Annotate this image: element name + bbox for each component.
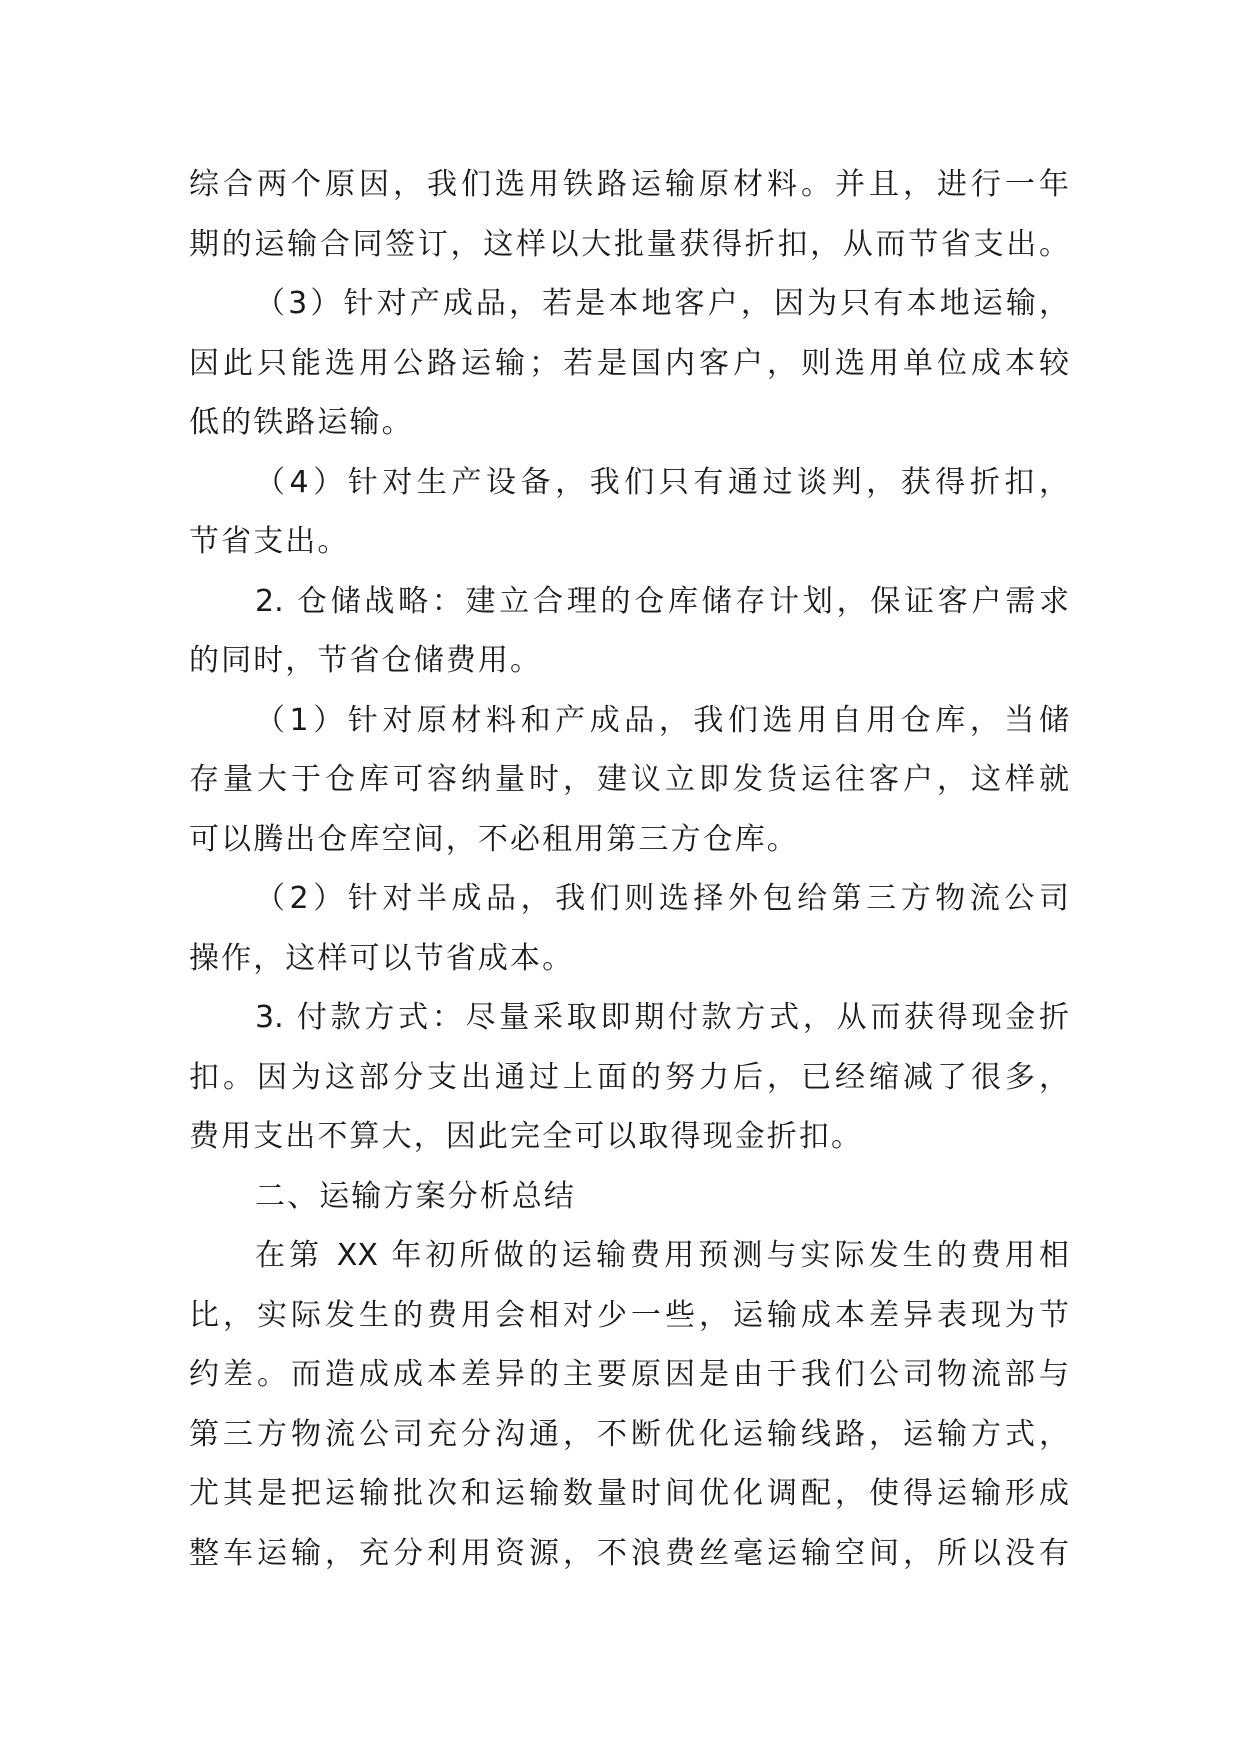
text-line: 期的运输合同签订，这样以大批量获得折扣，从而节省支出。 xyxy=(189,226,1069,262)
text-line: 约差。而造成成本差异的主要原因是由于我们公司物流部与 xyxy=(189,1357,1069,1392)
text-line: 二、运输方案分析总结 xyxy=(255,1178,576,1214)
text-line: 费用支出不算大，因此完全可以取得现金折扣。 xyxy=(189,1119,864,1154)
text-line: 可以腾出仓库空间，不必租用第三方仓库。 xyxy=(189,821,799,857)
text-line: 整车运输，充分利用资源，不浪费丝毫运输空间，所以没有 xyxy=(189,1535,1069,1571)
text-line: 3. 付款方式：尽量采取即期付款方式，从而获得现金折 xyxy=(255,1000,1069,1035)
text-line: 的同时，节省仓储费用。 xyxy=(189,643,543,678)
text-line: 扣。因为这部分支出通过上面的努力后，已经缩减了很多， xyxy=(189,1059,1069,1095)
text-line: 综合两个原因，我们选用铁路运输原材料。并且，进行一年 xyxy=(189,167,1069,202)
document-body xyxy=(189,155,1069,1583)
text-line: 在第 XX 年初所做的运输费用预测与实际发生的费用相 xyxy=(255,1238,1069,1273)
text-line: 第三方物流公司充分沟通，不断优化运输线路，运输方式， xyxy=(189,1416,1069,1452)
text-line: （3）针对产成品，若是本地客户，因为只有本地运输， xyxy=(255,286,1069,321)
text-line: 2. 仓储战略：建立合理的仓库储存计划，保证客户需求 xyxy=(255,583,1069,619)
text-line: 节省支出。 xyxy=(189,524,350,559)
text-line: 操作，这样可以节省成本。 xyxy=(189,940,575,976)
text-line: 比，实际发生的费用会相对少一些，运输成本差异表现为节 xyxy=(189,1297,1069,1333)
text-line: 存量大于仓库可容纳量时，建议立即发货运往客户，这样就 xyxy=(189,762,1069,797)
text-line: 因此只能选用公路运输；若是国内客户，则选用单位成本较 xyxy=(189,345,1069,381)
text-line: （1）针对原材料和产成品，我们选用自用仓库，当储 xyxy=(255,702,1069,738)
text-line: （2）针对半成品，我们则选择外包给第三方物流公司 xyxy=(255,881,1069,916)
text-line: （4）针对生产设备，我们只有通过谈判，获得折扣， xyxy=(255,464,1069,500)
text-line: 尤其是把运输批次和运输数量时间优化调配，使得运输形成 xyxy=(189,1476,1069,1511)
text-line: 低的铁路运输。 xyxy=(189,405,414,440)
